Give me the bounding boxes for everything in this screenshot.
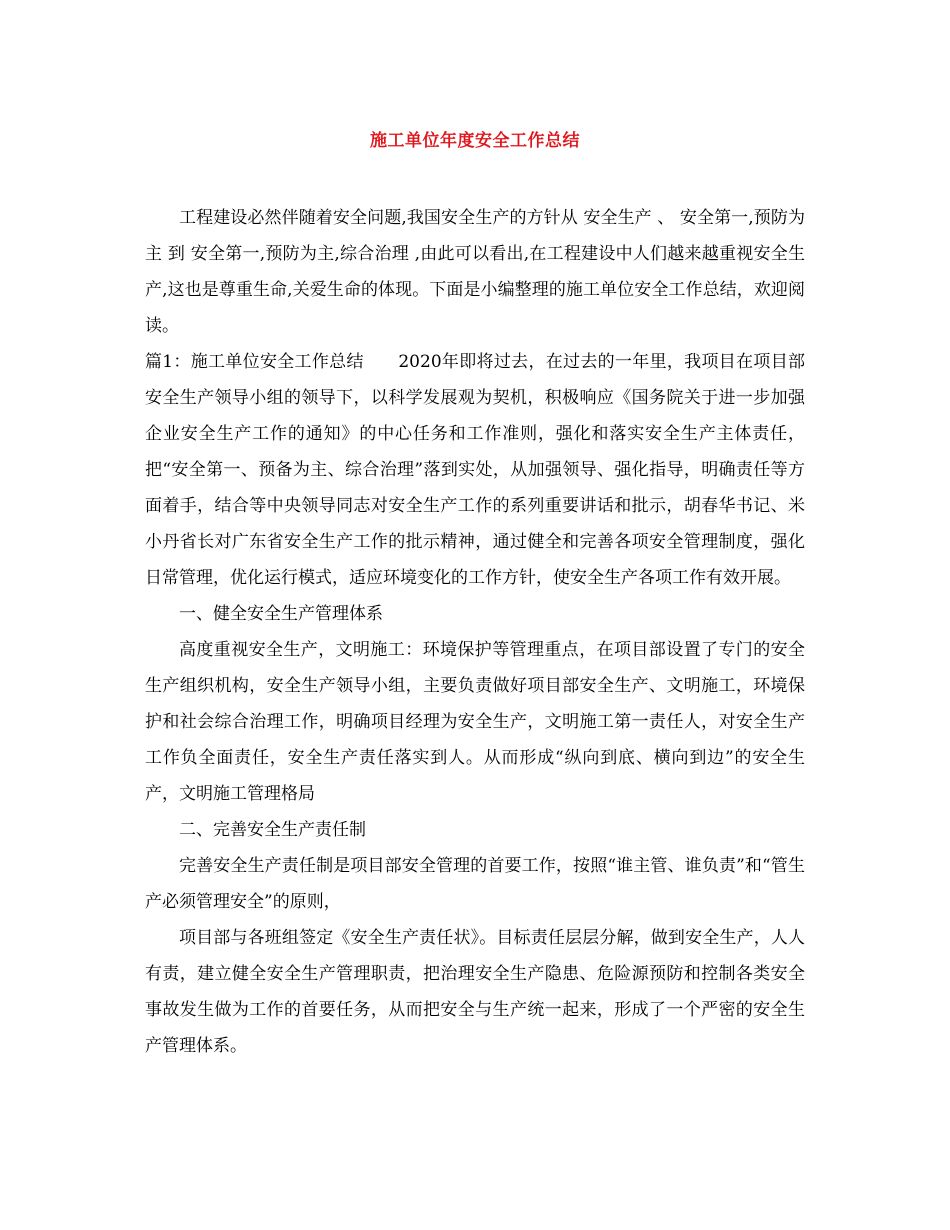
document-body xyxy=(145,200,805,1064)
heading-1: 一、健全安全生产管理体系 xyxy=(179,604,383,624)
body-paragraph-1: 高度重视安全生产，文明施工：环境保护等管理重点，在项目部设置了专门的安全生产组织机构，安全生产领导小组，主要负责做好项目部安全生产、文明施工，环境保护和社会综合治理工作，明确项目经理为安全生产，文明施工第一责任人，对安全生产工作负全面责任，安全生产责任落实到人。从而形成“纵向到底、横向到边”的安全生产，文明施工管理格局 xyxy=(145,640,805,804)
section-1-paragraph: 篇1：施工单位安全工作总结 2020年即将过去，在过去的一年里，我项目在项目部安全生产领导小组的领导下，以科学发展观为契机，积极响应《国务院关于进一步加强企业安全生产工作的通知》的中心任务和工作准则，强化和落实安全生产主体责任，把“安全第一、预备为主、综合治理”落到实处，从加强领导、强化指导，明确责任等方面着手，结合等中央领导同志对安全生产工作的系列重要讲话和批示，胡春华书记、米小丹省长对广东省安全生产工作的批示精神，通过健全和完善各项安全管理制度，强化日常管理，优化运行模式，适应环境变化的工作方针，使安全生产各项工作有效开展。 xyxy=(145,352,805,588)
body-paragraph-3: 项目部与各班组签定《安全生产责任状》。目标责任层层分解，做到安全生产，人人有责，建立健全安全生产管理职责，把治理安全生产隐患、危险源预防和控制各类安全事故发生做为工作的首要任务，从而把安全与生产统一起来，形成了一个严密的安全生产管理体系。 xyxy=(145,928,805,1056)
heading-2: 二、完善安全生产责任制 xyxy=(179,820,366,840)
body-paragraph-2: 完善安全生产责任制是项目部安全管理的首要工作，按照“谁主管、谁负责”和“管生产必须管理安全”的原则， xyxy=(145,856,805,912)
document-title: 施工单位年度安全工作总结 xyxy=(370,131,580,151)
intro-paragraph: 工程建设必然伴随着安全问题,我国安全生产的方针从 安全生产 、 安全第一,预防为主 到 安全第一,预防为主,综合治理 ,由此可以看出,在工程建设中人们越来越重视安全生产,这也是尊重生命,关爱生命的体现。下面是小编整理的施工单位安全工作总结，欢迎阅读。 xyxy=(145,208,805,336)
